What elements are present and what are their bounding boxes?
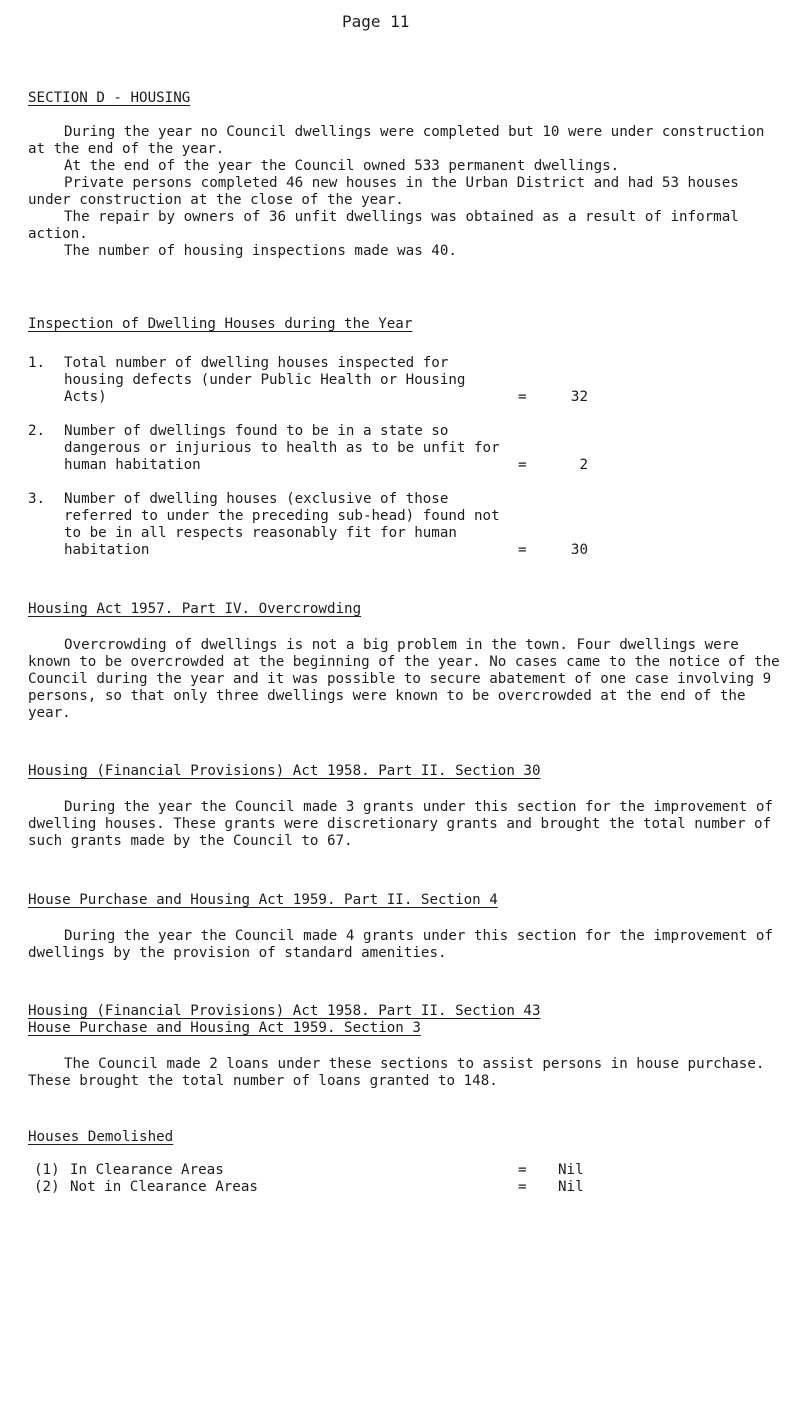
item-text: In Clearance Areas bbox=[70, 1162, 224, 1178]
equals-sign: = bbox=[518, 389, 527, 405]
demolished-table bbox=[28, 1162, 788, 1202]
inspection-table bbox=[28, 355, 788, 595]
equals-sign: = bbox=[518, 1179, 527, 1195]
purchase-1959-text: During the year the Council made 4 grants under this section for the improvement of dwellings by the provision of standard amenities. bbox=[28, 928, 773, 961]
intro-paragraph: The number of housing inspections made was 40. bbox=[64, 243, 457, 259]
item-number: (2) bbox=[34, 1179, 60, 1195]
item-value: Nil bbox=[558, 1179, 584, 1195]
loans-heading-line: House Purchase and Housing Act 1959. Section 3 bbox=[28, 1020, 421, 1036]
financial-1958-heading: Housing (Financial Provisions) Act 1958. Part II. Section 30 bbox=[28, 763, 541, 779]
equals-sign: = bbox=[518, 1162, 527, 1178]
purchase-1959-heading: House Purchase and Housing Act 1959. Part II. Section 4 bbox=[28, 892, 498, 908]
loans-text: The Council made 2 loans under these sections to assist persons in house purchase. These brought the total number of loans granted to 148. bbox=[28, 1056, 765, 1089]
intro-paragraph: Private persons completed 46 new houses in the Urban District and had 53 houses under construction at the close of the year. bbox=[28, 175, 739, 208]
overcrowding-text: Overcrowding of dwellings is not a big problem in the town. Four dwellings were known to be overcrowded at the beginning of the year. No cases came to the notice of the Council during the year and it was possible to secure abatement of one case involving 9 persons, so that only three dwellings were known to be overcrowded at the end of the year. bbox=[28, 637, 780, 721]
item-text: Number of dwelling houses (exclusive of those referred to under the preceding sub-head) found not to be in all respects reasonably fit for human habitation bbox=[64, 491, 500, 558]
item-text: Total number of dwelling houses inspected for housing defects (under Public Health or Housing Acts) bbox=[64, 355, 466, 405]
equals-sign: = bbox=[518, 542, 527, 558]
item-number: 3. bbox=[28, 491, 46, 507]
item-number: (1) bbox=[34, 1162, 60, 1178]
page-number: Page 11 bbox=[342, 12, 410, 31]
item-value: Nil bbox=[558, 1162, 584, 1178]
intro-paragraph: During the year no Council dwellings were completed but 10 were under construction at the end of the year. bbox=[28, 124, 765, 157]
section-title: SECTION D - HOUSING bbox=[28, 90, 191, 106]
item-text: Not in Clearance Areas bbox=[70, 1179, 258, 1195]
item-text: Number of dwellings found to be in a state so dangerous or injurious to health as to be unfit for human habitation bbox=[64, 423, 500, 473]
item-value: 2 bbox=[579, 457, 588, 473]
item-number: 2. bbox=[28, 423, 46, 439]
inspection-heading: Inspection of Dwelling Houses during the Year bbox=[28, 316, 413, 332]
overcrowding-heading: Housing Act 1957. Part IV. Overcrowding bbox=[28, 601, 362, 617]
item-number: 1. bbox=[28, 355, 46, 371]
intro-text bbox=[28, 124, 788, 260]
loans-heading bbox=[28, 1003, 788, 1037]
item-value: 30 bbox=[570, 542, 588, 558]
financial-1958-text: During the year the Council made 3 grants under this section for the improvement of dwelling houses. These grants were discretionary grants and brought the total number of such grants made by the Council to 67. bbox=[28, 799, 773, 849]
equals-sign: = bbox=[518, 457, 527, 473]
intro-paragraph: The repair by owners of 36 unfit dwellings was obtained as a result of informal action. bbox=[28, 209, 739, 242]
loans-heading-line: Housing (Financial Provisions) Act 1958. Part II. Section 43 bbox=[28, 1003, 541, 1019]
demolished-heading: Houses Demolished bbox=[28, 1129, 174, 1145]
intro-paragraph: At the end of the year the Council owned 533 permanent dwellings. bbox=[64, 158, 620, 174]
item-value: 32 bbox=[570, 389, 588, 405]
